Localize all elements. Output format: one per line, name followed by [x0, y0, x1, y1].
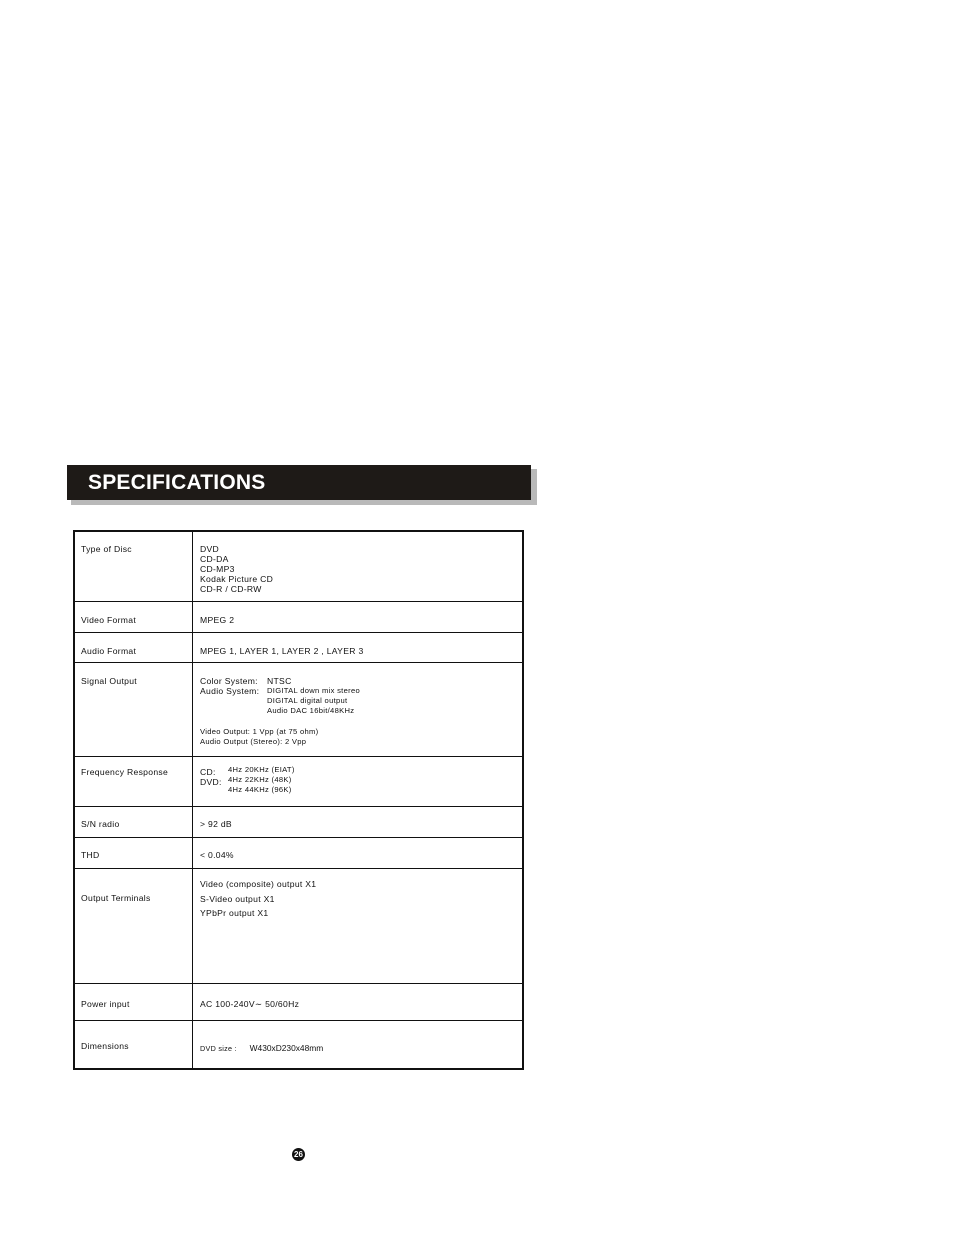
audio-system	[200, 706, 355, 716]
section-title: SPECIFICATIONS	[88, 471, 266, 494]
dvd-value: 4Hz 22KHz (48K)	[228, 775, 292, 784]
row-value: MPEG 1, LAYER 1, LAYER 2 , LAYER 3	[200, 646, 364, 656]
cd-response	[200, 765, 295, 777]
row-type-of-disc	[75, 532, 522, 602]
disc-type-item: CD-R / CD-RW	[200, 584, 262, 594]
output-terminal-item: Video (composite) output X1	[200, 879, 317, 889]
row-audio-format	[75, 633, 522, 663]
row-label: S/N radio	[81, 819, 120, 829]
specifications-table	[73, 530, 524, 1070]
color-system-value: NTSC	[267, 676, 292, 686]
row-label: Power input	[81, 999, 130, 1009]
row-value: > 92 dB	[200, 819, 232, 829]
audio-system	[200, 696, 348, 706]
dimensions-size-value: W430xD230x48mm	[249, 1043, 324, 1053]
audio-system	[200, 686, 360, 696]
cd-label: CD:	[200, 767, 216, 777]
row-thd	[75, 838, 522, 869]
output-terminal-item: S-Video output X1	[200, 893, 275, 904]
disc-type-item: DVD	[200, 544, 220, 554]
audio-system-value: DIGITAL down mix stereo	[267, 686, 360, 695]
audio-output: Audio Output (Stereo): 2 Vpp	[200, 737, 307, 746]
row-dimensions	[75, 1021, 522, 1070]
row-video-format	[75, 602, 522, 633]
row-label: THD	[81, 850, 100, 860]
row-label: Signal Output	[81, 676, 137, 686]
disc-type-item: CD-MP3	[200, 564, 235, 574]
dvd-response	[200, 775, 292, 787]
row-signal-output	[75, 663, 522, 757]
row-frequency-response	[75, 757, 522, 807]
row-value	[200, 879, 316, 923]
dvd-response	[200, 785, 292, 795]
row-value	[200, 676, 360, 747]
video-output: Video Output: 1 Vpp (at 75 ohm)	[200, 727, 319, 736]
audio-system-value: Audio DAC 16bit/48KHz	[267, 706, 355, 715]
page-number: 26	[292, 1148, 305, 1161]
row-value: AC 100-240V∼ 50/60Hz	[200, 999, 300, 1009]
spacer	[200, 716, 319, 727]
row-label: Frequency Response	[81, 767, 169, 777]
row-label: Output Terminals	[81, 893, 151, 903]
row-sn-ratio	[75, 807, 522, 838]
row-label: Audio Format	[81, 646, 137, 656]
output-terminal-item: YPbPr output X1	[200, 908, 269, 918]
dvd-label: DVD:	[200, 777, 222, 787]
audio-system-label: Audio System:	[200, 686, 260, 696]
row-value	[200, 1043, 323, 1054]
audio-system-value: DIGITAL digital output	[267, 696, 348, 705]
row-label: Type of Disc	[81, 544, 132, 554]
row-value: MPEG 2	[200, 615, 235, 625]
cd-value: 4Hz 20KHz (EIAT)	[228, 765, 295, 774]
disc-type-item: CD-DA	[200, 554, 229, 564]
row-output-terminals	[75, 869, 522, 984]
color-system-label: Color System:	[200, 676, 258, 686]
row-value: < 0.04%	[200, 850, 234, 860]
dvd-value: 4Hz 44KHz (96K)	[228, 785, 292, 794]
dimensions-size-label: DVD size :	[200, 1044, 237, 1053]
row-value	[200, 544, 273, 594]
row-label: Video Format	[81, 615, 137, 625]
row-label: Dimensions	[81, 1041, 129, 1051]
section-banner	[67, 465, 531, 500]
row-power-input	[75, 984, 522, 1021]
row-value	[200, 765, 295, 795]
disc-type-item: Kodak Picture CD	[200, 574, 274, 584]
color-system	[200, 676, 319, 686]
